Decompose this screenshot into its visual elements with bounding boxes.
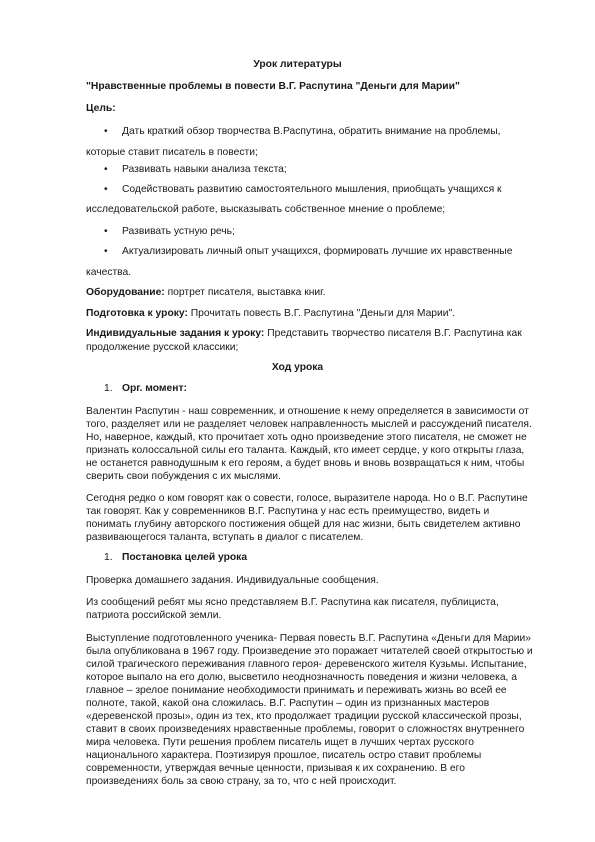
para-2-line: Сегодня редко о ком говорят как о совести, голосе, выразителе народа. Но о В.Г. Распутине [86, 493, 528, 504]
bullet-icon: • [104, 164, 108, 175]
prep-label: Подготовка к уроку: [86, 308, 188, 319]
section-2-title: Постановка целей урока [122, 552, 248, 563]
goal-item-5-line-2: качества. [86, 267, 132, 278]
para-2-line: понимать глубину авторского постижения общей для нас жизни, быть свидетелем активно [86, 519, 521, 530]
goal-label: Цель: [86, 103, 116, 114]
lesson-topic: "Нравственные проблемы в повести В.Г. Распутина "Деньги для Марии" [86, 81, 460, 92]
bullet-icon: • [104, 246, 108, 257]
para-1-line: Но, наверное, каждый, кто прочитает хоть одно произведение этого писателя, не сможет не [86, 432, 527, 443]
goal-item-3-line-1: Содействовать развитию самостоятельного мышления, приобщать учащихся к [122, 184, 502, 195]
prep-text: Прочитать повесть В.Г. Распутина "Деньги для Марии". [187, 308, 456, 319]
equipment-line [86, 286, 326, 299]
bullet-icon: • [104, 226, 108, 237]
para-1-line: того, разделяет или не разделяет человек направленность мыслей и рассуждений писателя. [86, 419, 532, 430]
goal-item-1-line-2: которые ставит писатель в повести; [86, 147, 258, 158]
para-5-line: национального характера. Поэтизируя прошлое, писатель остро ставит проблемы [86, 750, 482, 761]
bullet-icon: • [104, 126, 108, 137]
para-5-line: «деревенской прозы», один из тех, кто продолжает традиции русской классической прозы, [86, 711, 522, 722]
individual-text: Представить творчество писателя В.Г. Распутина как [264, 328, 522, 339]
goal-item-4: Развивать устную речь; [122, 226, 235, 237]
para-5-line: была опубликована в 1967 году. Произведение это поражает читателей своей открытостью и [86, 646, 533, 657]
prep-line [86, 307, 455, 320]
goal-item-5-line-1: Актуализировать личный опыт учащихся, формировать лучшие их нравственные [122, 246, 513, 257]
equipment-text: портрет писателя, выставка книг. [164, 287, 326, 298]
equipment-label: Оборудование: [86, 287, 165, 298]
para-5-line: полноте, такой, какой она сложилась. В.Г. Распутин – один из признанных мастеров [86, 698, 490, 709]
para-1-line: признать колоссальной силы его таланта. Каждый, кто имеет сердце, у кого открыты глаза, [86, 445, 525, 456]
para-2-line: так говорят. Как у современников В.Г. Распутина у нас есть преимущество, видеть и [86, 506, 490, 517]
section-1-title: Орг. момент: [122, 383, 187, 394]
goal-item-2: Развивать навыки анализа текста; [122, 164, 287, 175]
individual-label: Индивидуальные задания к уроку: [86, 328, 265, 339]
para-1-line: сверить свои побуждения с их мыслями. [86, 471, 281, 482]
goal-item-1-line-1: Дать краткий обзор творчества В.Распутина, обратить внимание на проблемы, [122, 126, 501, 137]
para-5-line: силой трагического переживания главного героя- деревенского жителя Кузьмы. Испытание, [86, 659, 527, 670]
para-5-line: которое выпало на его долю, высветило неоднозначность поведения и жизни человека, а [86, 672, 518, 683]
para-1-line: Валентин Распутин - наш современник, и отношение к нему определяется в зависимости от [86, 406, 529, 417]
para-4-line: патриота российской земли. [86, 610, 222, 621]
individual-line-2: продолжение русской классики; [86, 342, 239, 353]
para-5-line: главное – зрелое понимание необходимости принимать и переживать жизнь во всей ее [86, 685, 507, 696]
individual-line [86, 327, 522, 340]
para-3-line: Проверка домашнего задания. Индивидуальные сообщения. [86, 575, 379, 586]
para-5-line: современности, утверждая вечные ценности, призывая к их сохранению. В его [86, 763, 465, 774]
para-5-line: мира человека. Пути решения проблем писатель ищет в лучших чертах русского [86, 737, 474, 748]
goal-item-3-line-2: исследовательской работе, высказывать собственное мнение о проблеме; [86, 204, 446, 215]
para-4-line: Из сообщений ребят мы ясно представляем В.Г. Распутина как писателя, публициста, [86, 597, 499, 608]
lesson-title: Урок литературы [253, 59, 342, 70]
section-2-number: 1. [104, 552, 113, 563]
para-5-line: произведениях боль за свою страну, за то, что с ней происходит. [86, 776, 397, 787]
para-1-line: не останется равнодушным к его героям, а будет вновь и вновь возвращаться к ним, чтобы [86, 458, 525, 469]
section-1-number: 1. [104, 383, 113, 394]
para-5-line: ставит в своих произведениях нравственные проблемы, говорит о сложностях внутреннего [86, 724, 525, 735]
para-5-line: Выступление подготовленного ученика- Первая повесть В.Г. Распутина «Деньги для Марии» [86, 633, 531, 644]
para-2-line: развивающегося таланта, вступать в диалог с писателем. [86, 532, 364, 543]
bullet-icon: • [104, 184, 108, 195]
course-title: Ход урока [271, 362, 324, 373]
